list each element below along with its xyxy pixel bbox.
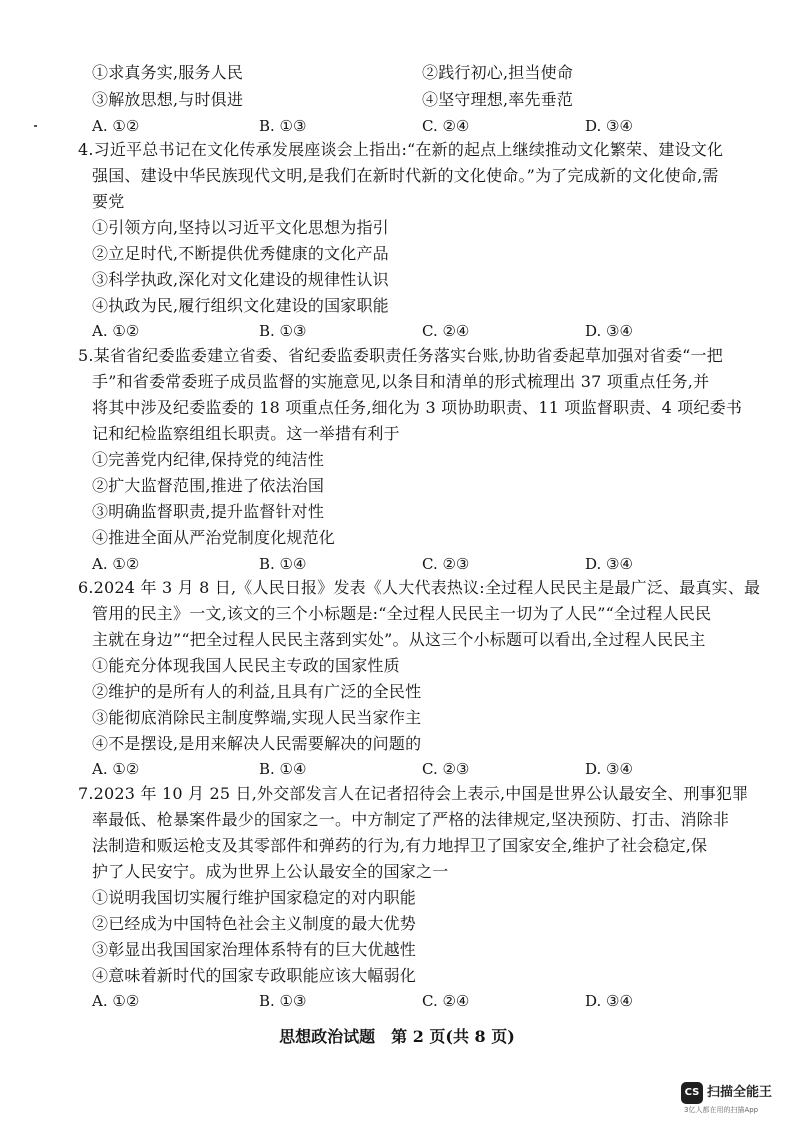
q5-item-3: ③明确监督职责,提升监督针对性 xyxy=(92,502,325,521)
margin-mark xyxy=(34,125,37,127)
q5-item-1: ①完善党内纪律,保持党的纯洁性 xyxy=(92,450,325,469)
q3-item-2: ②践行初心,担当使命 xyxy=(422,63,574,82)
q7-item-4: ④意味着新时代的国家专政职能应该大幅弱化 xyxy=(92,966,417,985)
q6-item-1: ①能充分体现我国人民民主专政的国家性质 xyxy=(92,656,400,675)
q6-stem-line-1: 6.2024 年 3 月 8 日,《人民日报》发表《人大代表热议:全过程人民民主是最广泛、最真实、最 xyxy=(78,578,761,597)
q4-option-a: A. ①② xyxy=(92,322,140,340)
page-footer: 思想政治试题 第 2 页(共 8 页) xyxy=(279,1027,515,1046)
q7-stem-line-3: 法制造和贩运枪支及其零部件和弹药的行为,有力地捍卫了国家安全,维护了社会稳定,保 xyxy=(92,836,708,855)
q7-item-1: ①说明我国切实履行维护国家稳定的对内职能 xyxy=(92,888,417,907)
camscanner-logo: CS xyxy=(681,1082,703,1104)
q5-option-b: B. ①④ xyxy=(259,555,307,573)
q3-item-1: ①求真务实,服务人民 xyxy=(92,63,244,82)
q7-option-b: B. ①③ xyxy=(259,992,307,1010)
q7-option-c: C. ②④ xyxy=(422,992,470,1010)
q3-option-c: C. ②④ xyxy=(422,117,470,135)
q6-option-a: A. ①② xyxy=(92,760,140,778)
q6-option-d: D. ③④ xyxy=(585,760,633,778)
q7-option-d: D. ③④ xyxy=(585,992,633,1010)
q7-option-a: A. ①② xyxy=(92,992,140,1010)
q4-item-1: ①引领方向,坚持以习近平文化思想为指引 xyxy=(92,218,389,237)
q5-option-a: A. ①② xyxy=(92,555,140,573)
q4-item-3: ③科学执政,深化对文化建设的规律性认识 xyxy=(92,270,389,289)
q7-item-2: ②已经成为中国特色社会主义制度的最大优势 xyxy=(92,914,417,933)
q4-stem-line-3: 要党 xyxy=(92,192,125,211)
q6-option-b: B. ①④ xyxy=(259,760,307,778)
q3-item-4: ④坚守理想,率先垂范 xyxy=(422,90,574,109)
q7-item-3: ③彰显出我国国家治理体系特有的巨大优越性 xyxy=(92,940,417,959)
q3-option-d: D. ③④ xyxy=(585,117,633,135)
q4-option-c: C. ②④ xyxy=(422,322,470,340)
q5-item-4: ④推进全面从严治党制度化规范化 xyxy=(92,528,336,547)
q6-stem-line-2: 管用的民主》一文,该文的三个小标题是:“全过程人民民主一切为了人民”“全过程人民民 xyxy=(92,604,712,623)
q5-option-c: C. ②③ xyxy=(422,555,470,573)
q5-stem-line-2: 手”和省委常委班子成员监督的实施意见,以条目和清单的形式梳理出 37 项重点任务,并 xyxy=(92,372,710,391)
q3-option-a: A. ①② xyxy=(92,117,140,135)
q4-option-b: B. ①③ xyxy=(259,322,307,340)
q5-item-2: ②扩大监督范围,推进了依法治国 xyxy=(92,476,325,495)
q3-option-b: B. ①③ xyxy=(259,117,307,135)
q7-stem-line-2: 率最低、枪暴案件最少的国家之一。中方制定了严格的法律规定,坚决预防、打击、消除非 xyxy=(92,810,730,829)
q6-stem-line-3: 主就在身边”“把全过程人民民主落到实处”。从这三个小标题可以看出,全过程人民民主 xyxy=(92,630,706,649)
q7-stem-line-4: 护了人民安宁。成为世界上公认最安全的国家之一 xyxy=(92,862,449,881)
q6-option-c: C. ②③ xyxy=(422,760,470,778)
q6-item-3: ③能彻底消除民主制度弊端,实现人民当家作主 xyxy=(92,708,422,727)
camscanner-name: 扫描全能王 xyxy=(707,1085,773,1100)
q4-stem-line-2: 强国、建设中华民族现代文明,是我们在新时代新的文化使命。”为了完成新的文化使命,需 xyxy=(92,166,719,185)
q5-stem-line-1: 5.某省省纪委监委建立省委、省纪委监委职责任务落实台账,协助省委起草加强对省委“一把 xyxy=(78,346,723,365)
q3-item-3: ③解放思想,与时俱进 xyxy=(92,90,244,109)
q4-item-2: ②立足时代,不断提供优秀健康的文化产品 xyxy=(92,244,389,263)
q7-stem-line-1: 7.2023 年 10 月 25 日,外交部发言人在记者招待会上表示,中国是世界公认最安全、刑事犯罪 xyxy=(78,784,749,803)
q5-stem-line-3: 将其中涉及纪委监委的 18 项重点任务,细化为 3 项协助职责、11 项监督职责、4 项纪委书 xyxy=(92,398,743,417)
q4-stem-line-1: 4.习近平总书记在文化传承发展座谈会上指出:“在新的起点上继续推动文化繁荣、建设文化 xyxy=(78,140,724,159)
camscanner-tagline: 3亿人都在用的扫描App xyxy=(684,1106,759,1114)
q4-item-4: ④执政为民,履行组织文化建设的国家职能 xyxy=(92,296,389,315)
q4-option-d: D. ③④ xyxy=(585,322,633,340)
q5-stem-line-4: 记和纪检监察组组长职责。这一举措有利于 xyxy=(92,424,400,443)
q6-item-4: ④不是摆设,是用来解决人民需要解决的问题的 xyxy=(92,734,422,753)
q5-option-d: D. ③④ xyxy=(585,555,633,573)
q6-item-2: ②维护的是所有人的利益,且具有广泛的全民性 xyxy=(92,682,422,701)
